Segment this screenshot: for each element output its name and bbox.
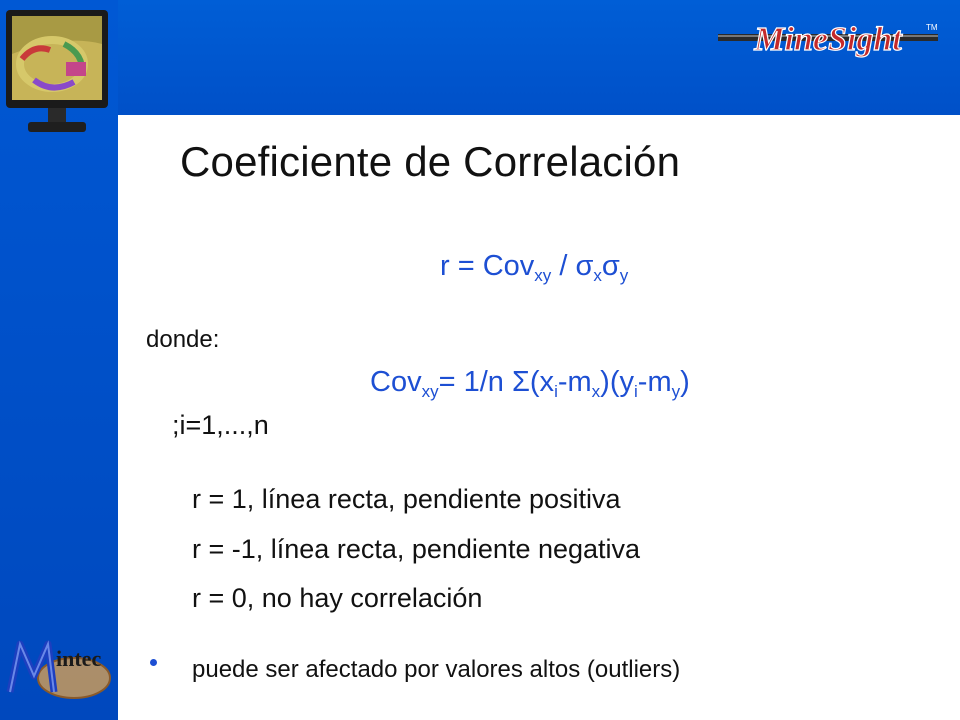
minesight-logo	[718, 12, 938, 62]
formula-subscript: x	[593, 266, 602, 285]
logo-trademark: TM	[926, 23, 938, 32]
formula-text: )(y	[600, 366, 634, 398]
formula-subscript: i	[554, 382, 558, 401]
summation-symbol: Σ	[511, 366, 530, 398]
formula-text: )	[680, 366, 690, 398]
formula-text: (x	[529, 366, 555, 398]
formula-text: = 1/n	[438, 366, 512, 398]
formula-subscript: y	[619, 266, 629, 285]
bullet-dot-icon	[150, 659, 157, 666]
formula-text: /	[551, 250, 576, 282]
interpretation-line: r = 1, línea recta, pendiente positiva	[192, 484, 621, 514]
formula-subscript: x	[591, 382, 601, 401]
logo-wordmark: MineSight	[754, 21, 902, 58]
sigma-symbol: σ	[575, 250, 594, 282]
sigma-symbol: σ	[601, 250, 620, 282]
interpretation-line: r = -1, línea recta, pendiente negativa	[192, 534, 641, 564]
correlation-formula	[440, 250, 628, 283]
formula-text: Cov	[370, 366, 422, 398]
formula-subscript: xy	[421, 382, 439, 401]
frame-line-top	[120, 115, 960, 118]
formula-text: -m	[637, 366, 672, 398]
mintec-logo	[4, 636, 116, 700]
formula-subscript: y	[671, 382, 681, 401]
covariance-formula	[370, 366, 690, 399]
formula-text: r = Cov	[440, 250, 535, 282]
interpretation-line: r = 0, no hay correlación	[192, 583, 483, 613]
formula-subscript: xy	[534, 266, 552, 285]
monitor-thumbnail-icon	[4, 4, 110, 144]
index-range: ;i=1,...,n	[172, 410, 269, 440]
donde-label: donde:	[146, 326, 220, 353]
slide-title: Coeficiente de Correlación	[180, 138, 681, 185]
formula-subscript: i	[634, 382, 638, 401]
mintec-wordmark: intec	[56, 646, 102, 671]
frame-line-left	[118, 115, 121, 720]
formula-text: -m	[557, 366, 592, 398]
bullet-text: puede ser afectado por valores altos (outliers)	[192, 656, 681, 683]
